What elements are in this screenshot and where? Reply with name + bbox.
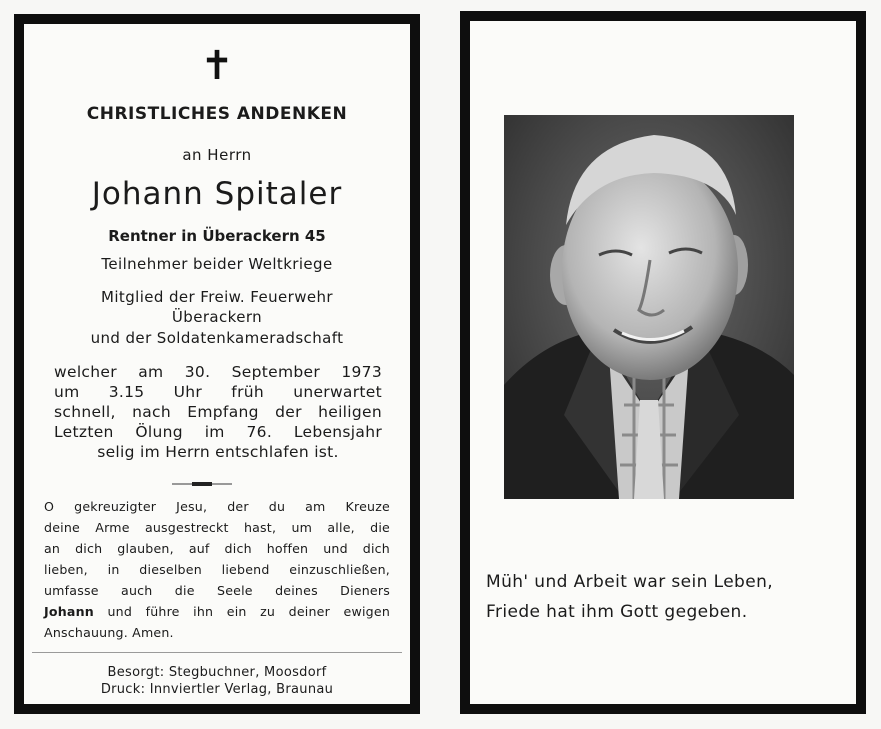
prayer-line-2: deine Arme ausgestreckt hast, um alle, die: [44, 520, 390, 535]
footer-druck: Druck: Innviertler Verlag, Braunau: [100, 682, 334, 697]
deceased-name: Johann Spitaler: [91, 176, 343, 212]
memorial-card-photo-side: [460, 11, 866, 714]
memorial-card-text-side: [14, 14, 420, 714]
prayer-line-5: umfasse auch die Seele deines Dieners: [44, 583, 390, 598]
card-photo-panel: [470, 21, 856, 704]
cross-icon: ✝: [200, 43, 234, 89]
death-line-5: selig im Herrn entschlafen ist.: [97, 443, 339, 461]
prayer-line-6: [44, 601, 390, 622]
bio-line-3: Überackern: [171, 308, 263, 326]
memorial-verse: [486, 567, 773, 627]
card-heading: CHRISTLICHES ANDENKEN: [86, 104, 348, 124]
death-line-1: welcher am 30. September 1973: [54, 363, 382, 381]
prayer-text: [44, 496, 390, 643]
bio-line-2: Mitglied der Freiw. Feuerwehr: [101, 288, 333, 306]
death-line-4: Letzten Ölung im 76. Lebensjahr: [54, 423, 382, 441]
portrait-illustration: [504, 115, 794, 499]
death-line-3: schnell, nach Empfang der heiligen: [54, 403, 382, 421]
prayer-line-3: an dich glauben, auf dich hoffen und dich: [44, 541, 390, 556]
bio-line-1: Teilnehmer beider Weltkriege: [101, 255, 333, 273]
deceased-role: Rentner in Überackern 45: [108, 227, 326, 245]
portrait-photo: [504, 115, 794, 499]
card-text-panel: [24, 24, 410, 704]
salutation: an Herrn: [182, 146, 252, 164]
prayer-line-1: O gekreuzigter Jesu, der du am Kreuze: [44, 499, 390, 514]
prayer-name: Johann: [44, 604, 94, 619]
card-footer: [24, 664, 410, 698]
prayer-line-6-rest: und führe ihn ein zu deiner ewigen: [93, 604, 390, 619]
bio-line-4: und der Soldatenkameradschaft: [90, 329, 344, 347]
death-notice: [54, 362, 382, 462]
footer-besorgt: Besorgt: Stegbuchner, Moosdorf: [107, 665, 327, 680]
verse-line-2: Friede hat ihm Gott gegeben.: [486, 602, 748, 622]
prayer-line-7: Anschauung. Amen.: [44, 625, 174, 640]
prayer-line-4: lieben, in dieselben liebend einzuschließen,: [44, 562, 390, 577]
death-line-2: um 3.15 Uhr früh unerwartet: [54, 383, 382, 401]
verse-line-1: Müh' und Arbeit war sein Leben,: [486, 572, 774, 592]
ornamental-divider: [172, 483, 232, 485]
footer-divider: [32, 652, 402, 653]
